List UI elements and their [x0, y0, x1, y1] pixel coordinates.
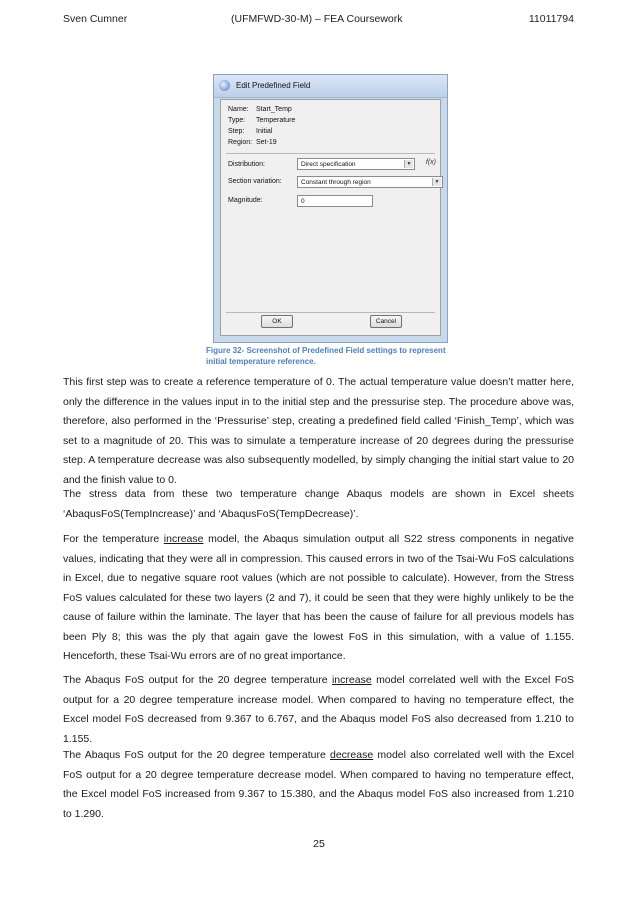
section-variation-select[interactable]: Constant through region ▼: [297, 176, 443, 188]
cancel-button[interactable]: Cancel: [370, 315, 402, 328]
distribution-label: Distribution:: [228, 161, 265, 168]
magnitude-label: Magnitude:: [228, 197, 263, 204]
region-row: Region: Set-19: [228, 139, 277, 146]
abaqus-icon: [219, 80, 230, 91]
section-variation-label: Section variation:: [228, 178, 282, 185]
chevron-down-icon[interactable]: ▼: [432, 178, 441, 186]
dialog-title: Edit Predefined Field: [236, 81, 311, 90]
divider: [226, 312, 435, 313]
function-fx-button[interactable]: f(x): [425, 159, 436, 166]
paragraph-2: The stress data from these two temperature change Abaqus models are shown in Excel sheets ‘AbaqusFoS(TempIncrease)’ and ‘AbaqusFoS(TempDecrease)’.: [63, 488, 574, 520]
paragraph-3: For the temperature increase model, the Abaqus simulation output all S22 stress components in negative values, indicating that they were all in compression. This caused errors in two of the Tsai-Wu FoS calculations in Excel, due to negative square root values (which are not possible to calculate). However, from the Stress FoS values calculated for these two layers (2 and 7), it could be seen that they were highly unlikely to be the cause of failure within the laminate. The layer that has been the cause of failure for all previous models has been Ply 8; this was the ply that again gave the lowest FoS in this simulation, with a value of 1.155. Henceforth, these Tsai-Wu errors are of no great importance.: [63, 533, 574, 662]
header-author: Sven Cumner: [63, 13, 128, 25]
figure-caption: Figure 32- Screenshot of Predefined Field settings to represent initial temperature reference.: [206, 346, 446, 366]
paragraph-5: The Abaqus FoS output for the 20 degree temperature decrease model also correlated well with the Excel FoS output for a 20 degree temperature decrease model. When compared to having no temperature effect, the Excel model FoS increased from 9.367 to 15.380, and the Abaqus model FoS also increased from 1.210 to 1.290.: [63, 749, 574, 820]
header-course: (UFMFWD-30-M) – FEA Coursework: [231, 13, 403, 25]
step-row: Step: Initial: [228, 128, 273, 135]
ok-button[interactable]: OK: [261, 315, 293, 328]
underlined-word: increase: [331, 674, 372, 686]
type-row: Type: Temperature: [228, 117, 296, 124]
chevron-down-icon[interactable]: ▼: [404, 160, 413, 168]
underlined-word: increase: [163, 533, 204, 545]
distribution-select[interactable]: Direct specification ▼: [297, 158, 415, 170]
magnitude-input[interactable]: 0: [297, 195, 373, 207]
divider: [226, 153, 435, 154]
underlined-word: decrease: [329, 749, 374, 761]
name-row: Name: Start_Temp: [228, 106, 292, 113]
paragraph-4: The Abaqus FoS output for the 20 degree temperature increase model correlated well with the Excel FoS output for a 20 degree temperature increase model. When compared to having no temperature effect, the Excel model FoS decreased from 9.367 to 6.767, and the Abaqus model FoS also decreased from 1.210 to 1.155.: [63, 674, 575, 745]
page-number: 25: [313, 838, 325, 850]
dialog-title-bar: [214, 75, 447, 98]
predefined-field-dialog-screenshot: [213, 74, 448, 343]
paragraph-1: This first step was to create a reference temperature of 0. The actual temperature value doesn’t matter here, only the difference in the values input in to the initial step and the pressurise step. The procedure above was, therefore, also performed in the ‘Pressurise’ step, creating a predefined field called ‘Finish_Temp’, which was set to a magnitude of 20. This was to simulate a temperature increase of 20 degrees during the pressurise step. A temperature decrease was also subsequently modelled, by simply changing the initial start value to 20 and the finish value to 0.: [63, 376, 574, 486]
dialog-body: [220, 99, 441, 336]
header-student-id: 11011794: [528, 13, 574, 25]
